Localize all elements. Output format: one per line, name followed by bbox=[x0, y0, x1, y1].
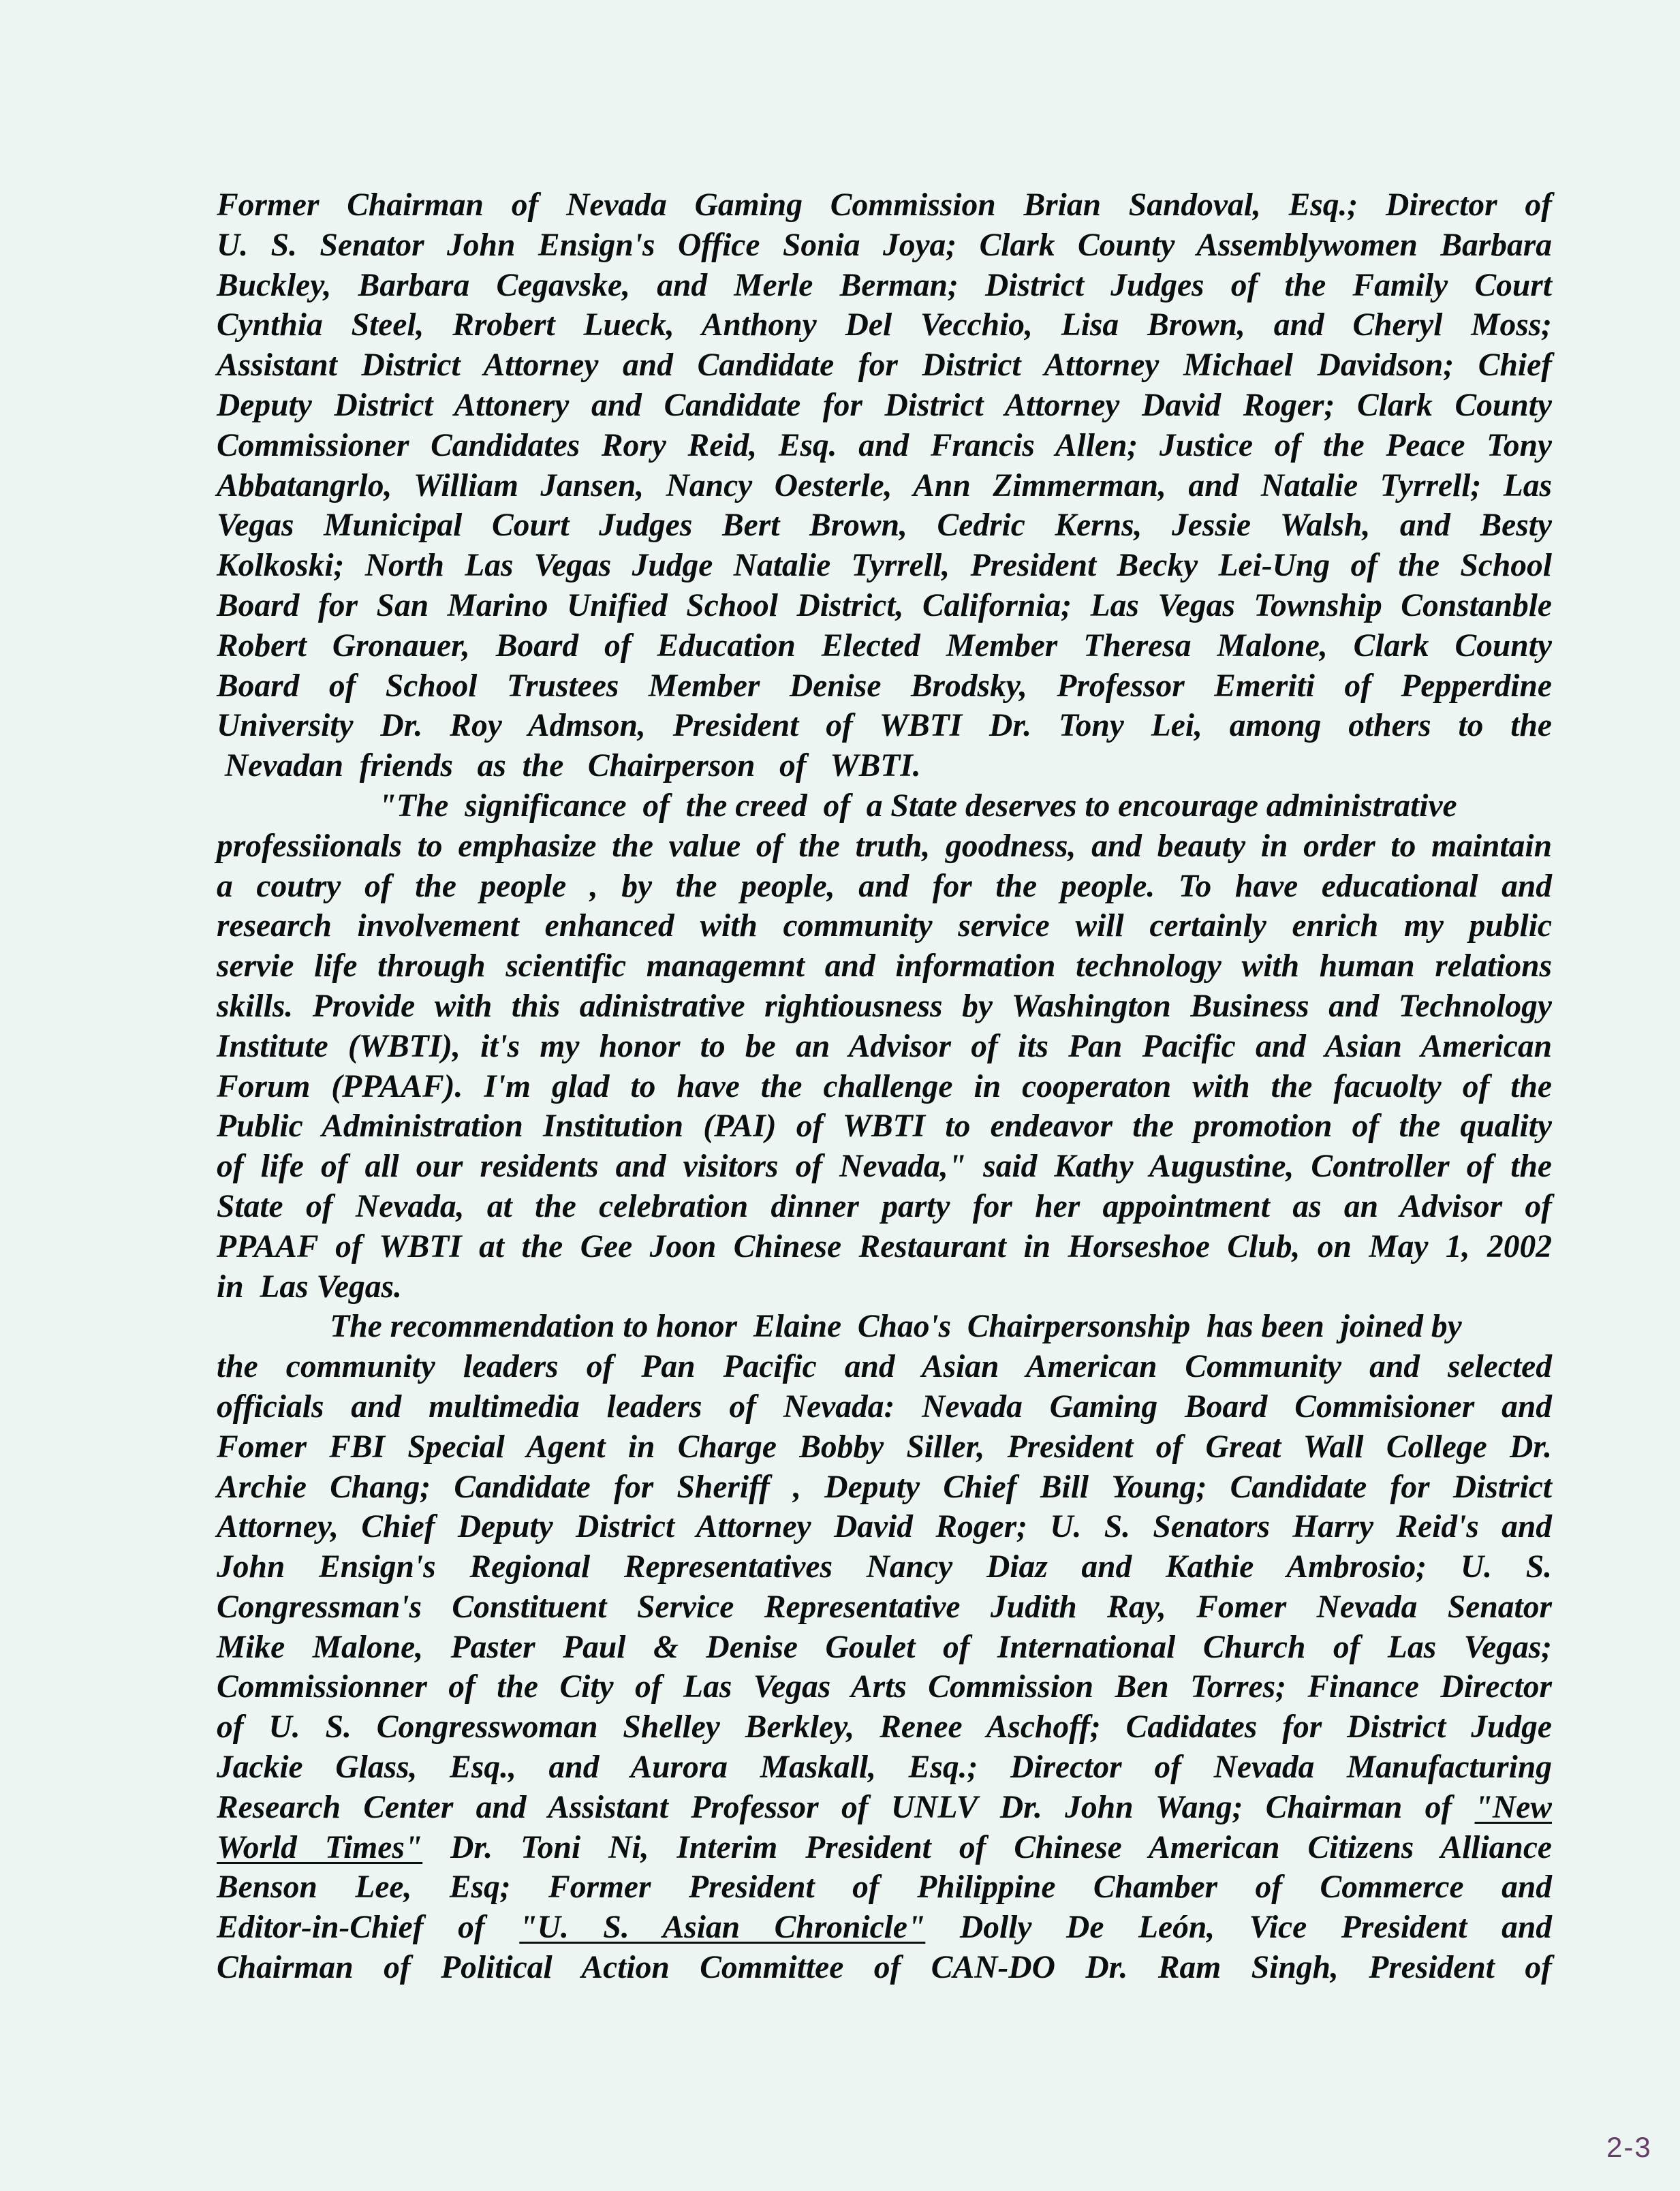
text-line: skills. Provide with this adinistrative rightiousness by Washington Business and Technology bbox=[217, 988, 1552, 1024]
text-line: officials and multimedia leaders of Nevada: Nevada Gaming Board Commisioner and bbox=[217, 1388, 1552, 1425]
text-line: Deputy District Attonery and Candidate for District Attorney David Roger; Clark County bbox=[217, 387, 1552, 423]
text-line: Former Chairman of Nevada Gaming Commission Brian Sandoval, Esq.; Director of bbox=[217, 187, 1552, 223]
text-line: Commissioner Candidates Rory Reid, Esq. and Francis Allen; Justice of the Peace Tony bbox=[217, 427, 1552, 463]
text-line: World Times" Dr. Toni Ni, Interim President of Chinese American Citizens Alliance bbox=[217, 1829, 1553, 1865]
text-line: a coutry of the people , by the people, and for the people. To have educational and bbox=[217, 868, 1552, 904]
text-line: Vegas Municipal Court Judges Bert Brown, Cedric Kerns, Jessie Walsh, and Besty bbox=[217, 508, 1552, 544]
text-line: research involvement enhanced with community service will certainly enrich my public bbox=[217, 908, 1552, 944]
text-line: professiionals to emphasize the value of the truth, goodness, and beauty in order to maintain bbox=[217, 828, 1552, 864]
text-line: State of Nevada, at the celebration dinner party for her appointment as an Advisor of bbox=[217, 1188, 1552, 1224]
text-line: Assistant District Attorney and Candidate for District Attorney Michael Davidson; Chief bbox=[217, 347, 1552, 384]
text-line: of life of all our residents and visitors of Nevada," said Kathy Augustine, Controller of the bbox=[217, 1149, 1552, 1185]
text-line: Kolkoski; North Las Vegas Judge Natalie Tyrrell, President Becky Lei-Ung of the School bbox=[217, 548, 1552, 584]
text-line: The recommendation to honor Elaine Chao's Chairpersonship has been joined by bbox=[217, 1309, 1462, 1345]
text-line: Research Center and Assistant Professor of UNLV Dr. John Wang; Chairman of "New bbox=[217, 1789, 1552, 1825]
text-line: Cynthia Steel, Rrobert Lueck, Anthony Del Vecchio, Lisa Brown, and Cheryl Moss; bbox=[217, 307, 1552, 343]
text-line: University Dr. Roy Admson, President of WBTI Dr. Tony Lei, among others to the bbox=[217, 708, 1552, 744]
text-line: of U. S. Congresswoman Shelley Berkley, Renee Aschoff; Cadidates for District Judge bbox=[217, 1709, 1552, 1745]
text-line: Archie Chang; Candidate for Sheriff , Deputy Chief Bill Young; Candidate for District bbox=[217, 1469, 1552, 1505]
text-line: Commissionner of the City of Las Vegas Arts Commission Ben Torres; Finance Director bbox=[217, 1669, 1552, 1705]
text-line: Public Administration Institution (PAI) of WBTI to endeavor the promotion of the quality bbox=[217, 1108, 1552, 1145]
page-number: 2-3 bbox=[1606, 2131, 1652, 2163]
text-line: Robert Gronauer, Board of Education Elected Member Theresa Malone, Clark County bbox=[217, 627, 1552, 664]
text-line: Board for San Marino Unified School District, California; Las Vegas Township Constanble bbox=[217, 587, 1552, 623]
text-line: PPAAF of WBTI at the Gee Joon Chinese Restaurant in Horseshoe Club, on May 1, 2002 bbox=[217, 1228, 1552, 1264]
text-line: Mike Malone, Paster Paul & Denise Goulet of International Church of Las Vegas; bbox=[217, 1629, 1552, 1665]
document-body bbox=[217, 185, 1552, 1988]
text-line: "The significance of the creed of a State deserves to encourage administrative bbox=[217, 788, 1457, 824]
text-line: Forum (PPAAF). I'm glad to have the challenge in cooperaton with the facuolty of the bbox=[217, 1068, 1552, 1104]
text-line: Chairman of Political Action Committee of CAN-DO Dr. Ram Singh, President of bbox=[217, 1950, 1552, 1986]
text-line: Institute (WBTI), it's my honor to be an Advisor of its Pan Pacific and Asian American bbox=[217, 1028, 1552, 1064]
text-line: Abbatangrlo, William Jansen, Nancy Oesterle, Ann Zimmerman, and Natalie Tyrrell; Las bbox=[217, 467, 1552, 503]
text-line: U. S. Senator John Ensign's Office Sonia Joya; Clark County Assemblywomen Barbara bbox=[217, 227, 1552, 263]
text-line: Buckley, Barbara Cegavske, and Merle Berman; District Judges of the Family Court bbox=[217, 267, 1552, 303]
text-line: in Las Vegas. bbox=[217, 1269, 402, 1305]
text-line: Editor-in-Chief of "U. S. Asian Chronicle" Dolly De León, Vice President and bbox=[217, 1910, 1553, 1946]
text-line: Nevadan friends as the Chairperson of WBTI. bbox=[217, 748, 921, 784]
text-line: Congressman's Constituent Service Representative Judith Ray, Fomer Nevada Senator bbox=[217, 1589, 1552, 1625]
text-line: Jackie Glass, Esq., and Aurora Maskall, Esq.; Director of Nevada Manufacturing bbox=[217, 1750, 1552, 1786]
text-line: John Ensign's Regional Representatives Nancy Diaz and Kathie Ambrosio; U. S. bbox=[217, 1549, 1552, 1585]
text-line: the community leaders of Pan Pacific and Asian American Community and selected bbox=[217, 1349, 1552, 1385]
text-line: Board of School Trustees Member Denise Brodsky, Professor Emeriti of Pepperdine bbox=[217, 668, 1552, 704]
text-line: Fomer FBI Special Agent in Charge Bobby Siller, President of Great Wall College Dr. bbox=[217, 1429, 1552, 1465]
text-line: Benson Lee, Esq; Former President of Philippine Chamber of Commerce and bbox=[217, 1869, 1552, 1906]
text-line: servie life through scientific managemnt and information technology with human relations bbox=[217, 948, 1552, 984]
text-line: Attorney, Chief Deputy District Attorney David Roger; U. S. Senators Harry Reid's and bbox=[217, 1509, 1552, 1545]
